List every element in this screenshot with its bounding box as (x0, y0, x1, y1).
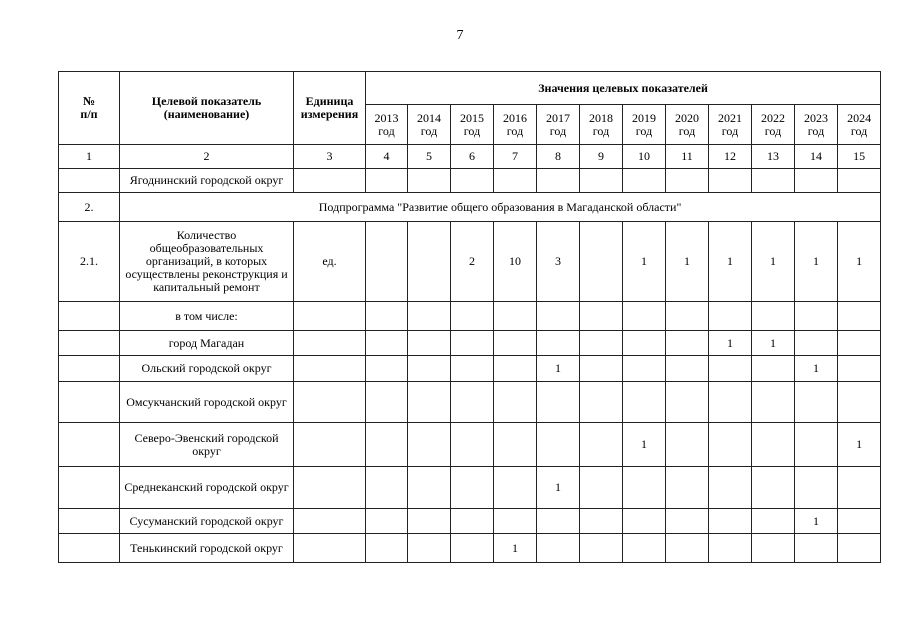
column-number: 8 (537, 145, 580, 169)
row-value-2018 (580, 382, 623, 423)
row-value-2013 (366, 302, 408, 331)
row-value-2017: 1 (537, 467, 580, 509)
row-value-2022 (752, 467, 795, 509)
row-value-2015: 2 (451, 222, 494, 302)
header-year-value: 2019 (632, 110, 656, 125)
row-value-2021 (709, 534, 752, 563)
table-row (59, 467, 881, 509)
row-value-2013 (366, 509, 408, 534)
header-year-value: 2016 (503, 110, 527, 125)
row-value-2024: 1 (838, 423, 881, 467)
header-year-value: 2015 (460, 110, 484, 125)
column-number: 12 (709, 145, 752, 169)
row-value-2015 (451, 534, 494, 563)
row-value-2015 (451, 382, 494, 423)
row-value-2014 (408, 509, 451, 534)
header-year-2020 (666, 105, 709, 145)
header-year-suffix: год (378, 123, 395, 138)
header-year-2018 (580, 105, 623, 145)
header-year-suffix: год (721, 123, 739, 138)
row-value-2023: 1 (795, 222, 838, 302)
header-year-2015 (451, 105, 494, 145)
row-indicator-name: Северо-Эвенский городской округ (120, 423, 294, 467)
section-title: Подпрограмма "Развитие общего образования в Магаданской области" (120, 193, 881, 222)
row-unit (294, 423, 366, 467)
row-value-2019 (623, 331, 666, 356)
header-indicator (120, 72, 294, 145)
row-value-2020 (666, 423, 709, 467)
row-value-2024 (838, 509, 881, 534)
row-value-2016: 1 (494, 534, 537, 563)
row-value-2019 (623, 467, 666, 509)
header-year-value: 2014 (417, 110, 441, 125)
row-value-2022 (752, 356, 795, 382)
row-value-2013 (366, 169, 408, 193)
header-year-value: 2024 (847, 110, 872, 125)
row-value-2014 (408, 302, 451, 331)
header-year-suffix: год (592, 123, 610, 138)
header-year-suffix: год (635, 123, 653, 138)
column-number: 11 (666, 145, 709, 169)
row-unit (294, 509, 366, 534)
header-year-2022 (752, 105, 795, 145)
table-header (59, 72, 881, 145)
row-value-2013 (366, 222, 408, 302)
header-year-suffix: год (549, 123, 567, 138)
column-number: 3 (294, 145, 366, 169)
table-row (59, 534, 881, 563)
header-year-value: 2023 (804, 110, 828, 125)
row-value-2015 (451, 331, 494, 356)
row-num (59, 467, 120, 509)
row-value-2020 (666, 356, 709, 382)
header-year-2019 (623, 105, 666, 145)
row-value-2018 (580, 509, 623, 534)
row-value-2022 (752, 509, 795, 534)
row-unit (294, 534, 366, 563)
row-value-2021: 1 (709, 222, 752, 302)
row-value-2020 (666, 509, 709, 534)
header-year-2021 (709, 105, 752, 145)
table-body (59, 145, 881, 563)
row-value-2015 (451, 423, 494, 467)
row-value-2014 (408, 222, 451, 302)
row-indicator-name: Ольский городской округ (120, 356, 294, 382)
indicators-table (58, 71, 881, 563)
row-num (59, 382, 120, 423)
section-row (59, 193, 881, 222)
row-value-2024 (838, 534, 881, 563)
row-unit (294, 382, 366, 423)
row-value-2014 (408, 467, 451, 509)
row-value-2013 (366, 331, 408, 356)
header-year-2013 (366, 105, 408, 145)
row-value-2017 (537, 423, 580, 467)
row-value-2013 (366, 467, 408, 509)
row-value-2019 (623, 356, 666, 382)
row-value-2017 (537, 534, 580, 563)
row-value-2016 (494, 509, 537, 534)
row-value-2022: 1 (752, 331, 795, 356)
row-value-2021 (709, 302, 752, 331)
row-value-2023 (795, 382, 838, 423)
header-year-suffix: год (807, 123, 825, 138)
header-year-suffix: год (764, 123, 782, 138)
row-value-2016 (494, 423, 537, 467)
row-num: 2. (59, 193, 120, 222)
row-value-2015 (451, 509, 494, 534)
row-value-2024 (838, 331, 881, 356)
row-value-2016 (494, 331, 537, 356)
row-value-2024 (838, 302, 881, 331)
row-value-2021: 1 (709, 331, 752, 356)
row-value-2015 (451, 467, 494, 509)
row-value-2023 (795, 302, 838, 331)
header-unit (294, 72, 366, 145)
header-indicator-line2: (наименование) (163, 107, 250, 121)
column-number: 14 (795, 145, 838, 169)
row-num (59, 509, 120, 534)
header-num-line2: п/п (80, 107, 98, 121)
row-value-2024: 1 (838, 222, 881, 302)
row-value-2017 (537, 382, 580, 423)
row-value-2018 (580, 331, 623, 356)
row-value-2014 (408, 331, 451, 356)
row-indicator-name: Омсукчанский городской округ (120, 382, 294, 423)
row-indicator-name: в том числе: (120, 302, 294, 331)
row-value-2023 (795, 423, 838, 467)
header-year-suffix: год (678, 123, 696, 138)
row-value-2020 (666, 467, 709, 509)
header-num (59, 72, 120, 145)
header-year-2023 (795, 105, 838, 145)
row-value-2015 (451, 356, 494, 382)
row-value-2017 (537, 169, 580, 193)
row-value-2022 (752, 382, 795, 423)
header-unit-line2: измерения (300, 107, 359, 121)
table-row (59, 356, 881, 382)
row-num (59, 423, 120, 467)
row-unit: ед. (294, 222, 366, 302)
header-year-2017 (537, 105, 580, 145)
row-num: 2.1. (59, 222, 120, 302)
row-indicator-name: Среднеканский городской округ (120, 467, 294, 509)
header-year-2024 (838, 105, 881, 145)
table-row (59, 423, 881, 467)
column-number: 4 (366, 145, 408, 169)
row-value-2020 (666, 382, 709, 423)
row-indicator-name: Сусуманский городской округ (120, 509, 294, 534)
row-value-2020 (666, 534, 709, 563)
row-num (59, 331, 120, 356)
row-value-2020: 1 (666, 222, 709, 302)
row-value-2019 (623, 169, 666, 193)
row-value-2024 (838, 382, 881, 423)
row-value-2018 (580, 534, 623, 563)
header-year-value: 2018 (589, 110, 613, 125)
row-value-2018 (580, 302, 623, 331)
row-value-2020 (666, 169, 709, 193)
header-values-group: Значения целевых показателей (366, 72, 881, 105)
row-value-2019: 1 (623, 423, 666, 467)
row-value-2019 (623, 509, 666, 534)
table-row (59, 509, 881, 534)
column-number: 15 (838, 145, 881, 169)
row-value-2016 (494, 169, 537, 193)
table-row (59, 222, 881, 302)
row-value-2022 (752, 302, 795, 331)
row-value-2016 (494, 302, 537, 331)
row-value-2021 (709, 382, 752, 423)
row-value-2024 (838, 356, 881, 382)
row-value-2020 (666, 331, 709, 356)
row-value-2019 (623, 534, 666, 563)
row-value-2013 (366, 382, 408, 423)
row-value-2023 (795, 331, 838, 356)
column-number: 7 (494, 145, 537, 169)
row-num (59, 534, 120, 563)
header-indicator-line1: Целевой показатель (151, 94, 262, 108)
row-indicator-name: город Магадан (120, 331, 294, 356)
row-value-2018 (580, 467, 623, 509)
row-value-2024 (838, 467, 881, 509)
column-number: 5 (408, 145, 451, 169)
row-value-2021 (709, 467, 752, 509)
row-value-2019 (623, 382, 666, 423)
row-value-2017 (537, 509, 580, 534)
row-value-2023: 1 (795, 356, 838, 382)
column-number: 1 (59, 145, 120, 169)
row-indicator-name: Ягоднинский городской округ (120, 169, 294, 193)
row-value-2018 (580, 169, 623, 193)
page-number: 7 (456, 28, 464, 43)
row-value-2022 (752, 534, 795, 563)
row-value-2015 (451, 169, 494, 193)
row-unit (294, 467, 366, 509)
header-year-suffix: год (506, 123, 524, 138)
header-year-suffix: год (463, 123, 481, 138)
row-value-2016 (494, 382, 537, 423)
row-value-2017: 1 (537, 356, 580, 382)
row-value-2023 (795, 169, 838, 193)
row-value-2013 (366, 534, 408, 563)
header-unit-line1: Единица (305, 94, 354, 108)
row-unit (294, 302, 366, 331)
row-value-2014 (408, 423, 451, 467)
row-value-2014 (408, 382, 451, 423)
row-num (59, 302, 120, 331)
row-value-2023 (795, 534, 838, 563)
header-year-2016 (494, 105, 537, 145)
row-value-2022 (752, 423, 795, 467)
row-value-2016: 10 (494, 222, 537, 302)
row-value-2022 (752, 169, 795, 193)
row-value-2023: 1 (795, 509, 838, 534)
column-number: 9 (580, 145, 623, 169)
table-row (59, 382, 881, 423)
header-year-value: 2020 (675, 110, 699, 125)
row-value-2020 (666, 302, 709, 331)
header-year-value: 2013 (374, 110, 399, 125)
row-unit (294, 356, 366, 382)
row-indicator-name: Тенькинский городской округ (120, 534, 294, 563)
header-year-value: 2021 (718, 110, 742, 125)
row-value-2017 (537, 331, 580, 356)
row-value-2014 (408, 169, 451, 193)
row-value-2018 (580, 222, 623, 302)
row-value-2016 (494, 467, 537, 509)
row-value-2018 (580, 423, 623, 467)
row-value-2024 (838, 169, 881, 193)
row-value-2023 (795, 467, 838, 509)
row-value-2015 (451, 302, 494, 331)
column-number: 6 (451, 145, 494, 169)
table-row (59, 331, 881, 356)
row-value-2016 (494, 356, 537, 382)
row-value-2017: 3 (537, 222, 580, 302)
column-number: 13 (752, 145, 795, 169)
table-row (59, 169, 881, 193)
header-num-line1: № (82, 94, 96, 108)
header-year-suffix: год (850, 123, 868, 138)
row-value-2019 (623, 302, 666, 331)
row-value-2021 (709, 169, 752, 193)
row-value-2017 (537, 302, 580, 331)
row-value-2019: 1 (623, 222, 666, 302)
row-value-2021 (709, 423, 752, 467)
row-indicator-name: Количество общеобразовательных организаций, в которых осуществлены реконструкция и капитальный ремонт (120, 222, 294, 302)
row-num (59, 356, 120, 382)
column-numbers-row (59, 145, 881, 169)
row-value-2013 (366, 423, 408, 467)
row-unit (294, 331, 366, 356)
row-value-2014 (408, 534, 451, 563)
row-value-2014 (408, 356, 451, 382)
row-value-2013 (366, 356, 408, 382)
header-year-suffix: год (420, 123, 438, 138)
row-value-2022: 1 (752, 222, 795, 302)
row-value-2021 (709, 356, 752, 382)
row-num (59, 169, 120, 193)
row-value-2021 (709, 509, 752, 534)
table-row (59, 302, 881, 331)
row-value-2018 (580, 356, 623, 382)
column-number: 2 (120, 145, 294, 169)
row-unit (294, 169, 366, 193)
column-number: 10 (623, 145, 666, 169)
header-year-value: 2017 (546, 110, 570, 125)
header-year-2014 (408, 105, 451, 145)
header-year-value: 2022 (761, 110, 785, 125)
